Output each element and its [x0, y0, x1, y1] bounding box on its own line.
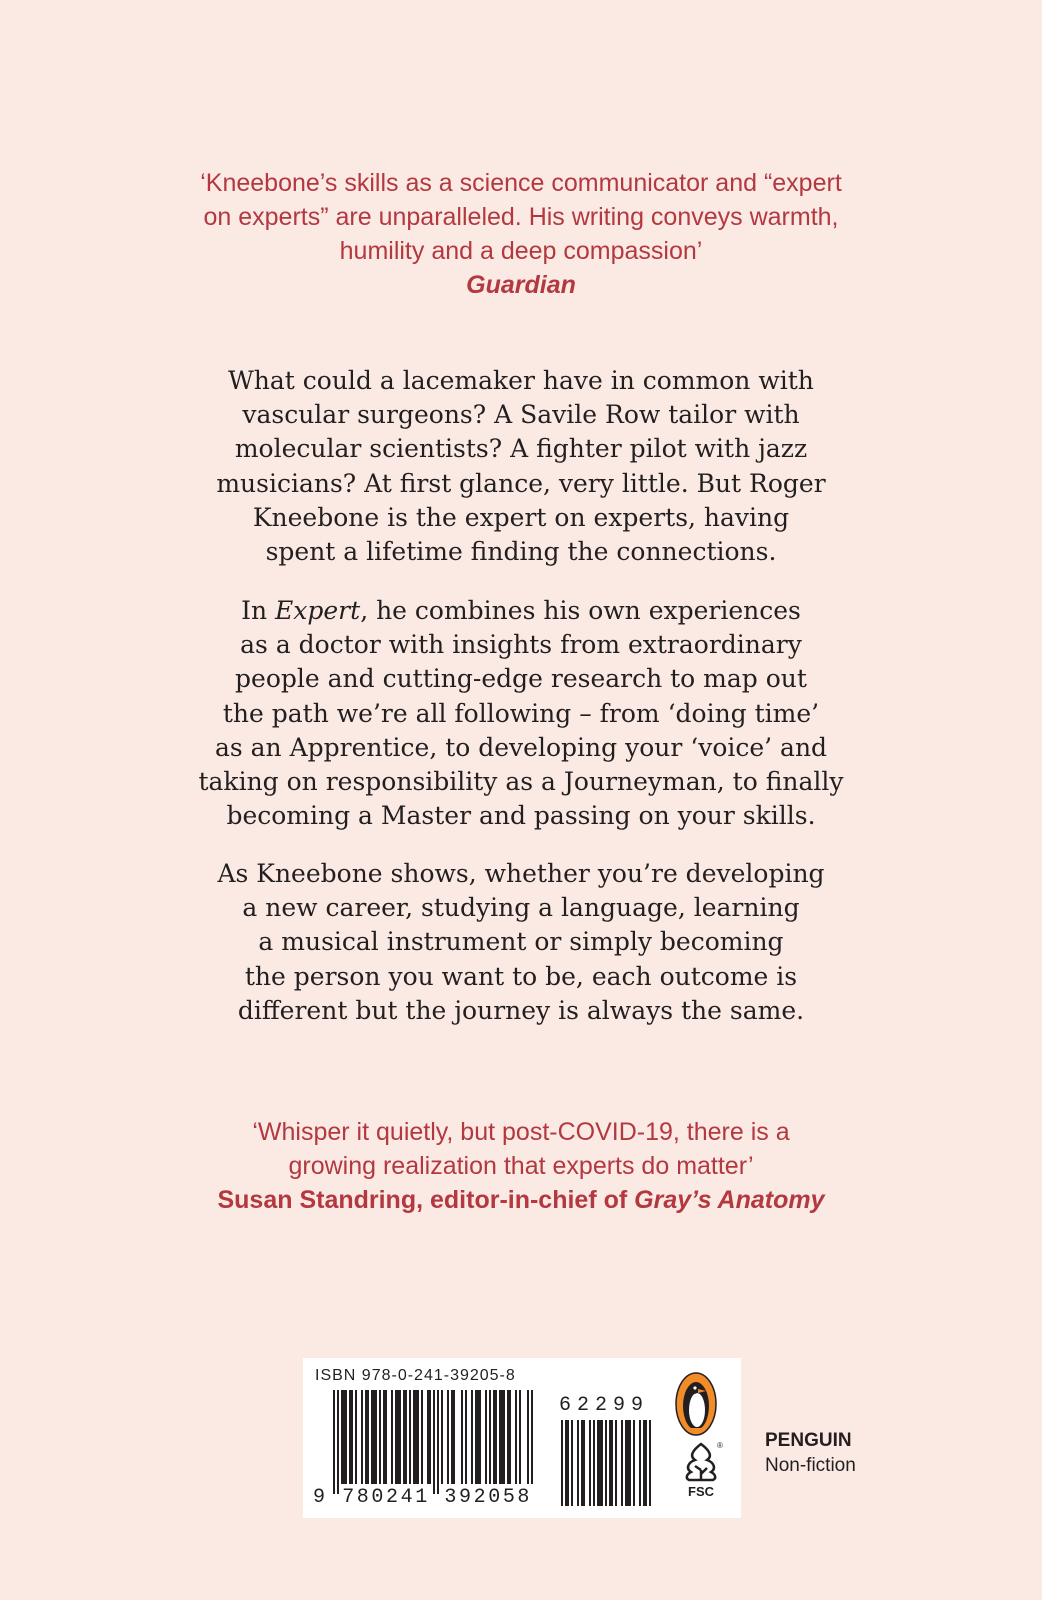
- barcode-bar: [391, 1390, 393, 1484]
- quote-line: ‘Kneebone’s skills as a science communicator and “expert: [200, 169, 842, 197]
- blurb-paragraph-3: [0, 857, 1042, 1028]
- addon-barcode: [561, 1420, 661, 1510]
- barcode-bar: [565, 1420, 569, 1506]
- barcode-bar: [421, 1390, 423, 1484]
- barcode-bar: [605, 1420, 607, 1506]
- blurb-paragraph-1: [0, 364, 1042, 569]
- quote-source-title: Gray’s Anatomy: [634, 1186, 825, 1214]
- fsc-registered-mark: ®: [717, 1441, 723, 1450]
- isbn-label: ISBN 978-0-241-39205-8: [315, 1367, 516, 1384]
- barcode-bar: [447, 1390, 449, 1484]
- barcode-bar: [337, 1390, 339, 1494]
- blurb-line: What could a lacemaker have in common with: [228, 366, 814, 395]
- barcode-bar: [593, 1420, 595, 1506]
- blurb-line: molecular scientists? A fighter pilot with jazz: [234, 434, 808, 464]
- barcode-bar: [489, 1390, 491, 1484]
- barcode-bar: [643, 1420, 647, 1506]
- barcode-bar: [379, 1390, 381, 1484]
- penguin-icon: [675, 1372, 717, 1436]
- barcode-bar: [515, 1390, 517, 1484]
- blurb-line: becoming a Master and passing on your skills.: [226, 801, 816, 831]
- barcode-bar: [475, 1390, 481, 1484]
- barcode-bar: [371, 1390, 377, 1484]
- barcode-bar: [621, 1420, 623, 1506]
- barcode-digits: 9 780241 392058: [313, 1486, 533, 1509]
- barcode-bar: [355, 1390, 357, 1484]
- barcode-bar: [639, 1420, 641, 1506]
- blurb-line: as a doctor with insights from extraordinary: [240, 630, 802, 660]
- barcode-panel: [303, 1358, 741, 1518]
- barcode-bar: [433, 1390, 435, 1494]
- blurb-line: the path we’re all following – from ‘doing time’: [222, 698, 820, 728]
- barcode-bar: [615, 1420, 617, 1506]
- barcode-bar: [349, 1390, 353, 1484]
- barcode-bar: [581, 1420, 585, 1506]
- barcode-bar: [437, 1390, 439, 1494]
- barcode-bar: [441, 1390, 443, 1484]
- quote-line: on experts” are unparalleled. His writing conveys warmth,: [203, 203, 839, 231]
- barcode-bar: [561, 1420, 563, 1506]
- blurb-line: a musical instrument or simply becoming: [258, 927, 784, 957]
- barcode-bar: [409, 1390, 411, 1484]
- barcode-bar: [597, 1420, 603, 1506]
- quote-line: growing realization that experts do matter’: [288, 1152, 754, 1180]
- barcode-bar: [395, 1390, 401, 1484]
- blurb-line: as an Apprentice, to developing your ‘voice’ and: [214, 732, 828, 762]
- barcode-bar: [403, 1390, 407, 1484]
- barcode-bar: [333, 1390, 335, 1494]
- fsc-text: FSC: [688, 1484, 714, 1499]
- barcode-bar: [365, 1390, 369, 1484]
- barcode-bar: [625, 1420, 631, 1506]
- barcode-bar: [461, 1390, 463, 1484]
- barcode-bar: [609, 1420, 613, 1506]
- barcode-bar: [589, 1420, 591, 1506]
- blurb-line: musicians? At first glance, very little. But Roger: [216, 468, 826, 498]
- blurb-text: , he combines his own experiences: [360, 596, 801, 625]
- blurb-line: As Kneebone shows, whether you’re developing: [217, 859, 825, 888]
- barcode-bar: [633, 1420, 635, 1506]
- blurb-line: the person you want to be, each outcome is: [244, 961, 798, 991]
- quote-source: Guardian: [466, 271, 576, 299]
- barcode-bar: [499, 1390, 505, 1484]
- blurb-line: spent a lifetime finding the connections.: [265, 537, 777, 567]
- barcode-bar: [361, 1390, 363, 1484]
- barcode-bar: [427, 1390, 431, 1484]
- ean-barcode: [333, 1390, 548, 1498]
- book-category: Non-fiction: [765, 1455, 856, 1476]
- quote-source: [0, 1183, 1042, 1217]
- barcode-bar: [485, 1390, 487, 1484]
- bottom-review-quote: [0, 1115, 1042, 1217]
- barcode-bar: [451, 1390, 455, 1484]
- quote-source-name: Susan Standring, editor-in-chief of: [217, 1186, 635, 1214]
- top-review-quote: [0, 166, 1042, 302]
- imprint: [765, 1428, 856, 1478]
- blurb-line: different but the journey is always the same.: [237, 995, 805, 1025]
- barcode-bar: [383, 1390, 387, 1484]
- quote-line: humility and a deep compassion’: [339, 237, 703, 265]
- barcode-bar: [493, 1390, 497, 1484]
- blurb-line: a new career, studying a language, learning: [242, 893, 800, 923]
- addon-digits: 62299: [559, 1394, 650, 1417]
- barcode-bar: [519, 1390, 521, 1484]
- quote-line: ‘Whisper it quietly, but post-COVID-19, there is a: [252, 1118, 790, 1146]
- fsc-tree-icon: [681, 1440, 721, 1500]
- barcode-bar: [413, 1390, 419, 1484]
- blurb-text: In: [241, 596, 276, 625]
- barcode-bar: [527, 1390, 529, 1484]
- blurb-line: taking on responsibility as a Journeyman, to finally: [198, 767, 844, 797]
- barcode-bar: [531, 1390, 533, 1484]
- book-title: Expert: [275, 596, 361, 625]
- blurb-line: [0, 594, 1042, 628]
- blurb-line: vascular surgeons? A Savile Row tailor with: [242, 400, 800, 430]
- blurb-line: people and cutting-edge research to map out: [235, 664, 807, 694]
- barcode-bar: [341, 1390, 347, 1484]
- barcode-bar: [507, 1390, 511, 1484]
- publisher-name: PENGUIN: [765, 1430, 852, 1451]
- barcode-bar: [577, 1420, 579, 1506]
- barcode-bar: [649, 1420, 651, 1506]
- blurb-paragraph-2: [0, 594, 1042, 833]
- barcode-bar: [571, 1420, 573, 1506]
- blurb-line: Kneebone is the expert on experts, having: [252, 502, 790, 532]
- barcode-bar: [465, 1390, 467, 1484]
- barcode-bar: [471, 1390, 473, 1484]
